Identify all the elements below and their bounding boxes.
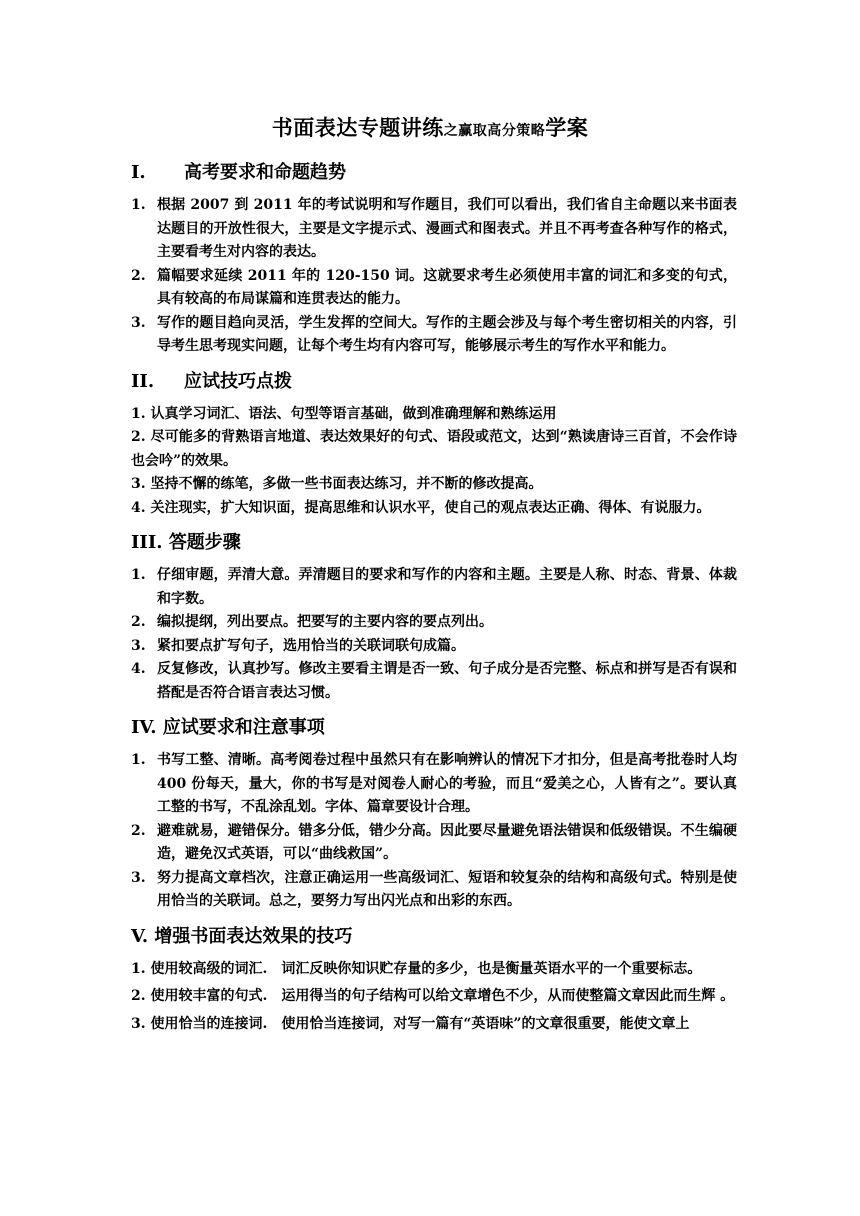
title-main: 书面表达专题讲练 xyxy=(271,115,444,140)
list-item: 3. 紧扣要点扩写句子，选用恰当的关联词联句成篇。 xyxy=(131,637,465,654)
section-4-list xyxy=(131,749,737,914)
section-heading-1: I. 高考要求和命题趋势 xyxy=(131,162,346,183)
list-item: 2. 避难就易，避错保分。错多分低，错少分高。因此要尽量避免语法错误和低级错误。不生编硬造，避免汉式英语，可以“曲线救国”。 xyxy=(131,822,737,862)
list-item: 3. 坚持不懈的练笔，多做一些书面表达练习，并不断的修改提高。 xyxy=(131,476,543,492)
section-1-list xyxy=(131,194,737,359)
title-tail: 学案 xyxy=(545,115,589,140)
section-3-list xyxy=(131,564,737,705)
list-item: 1. 使用较高级的词汇. 词汇反映你知识贮存量的多少，也是衡量英语水平的一个重要标志。 xyxy=(131,960,702,977)
document-body xyxy=(131,160,737,1046)
section-heading-4: IV. 应试要求和注意事项 xyxy=(131,717,325,738)
title-sub: 之赢取高分策略 xyxy=(443,123,546,139)
list-item: 3. 写作的题目趋向灵活，学生发挥的空间大。写作的主题会涉及与每个考生密切相关的内容，引导考生思考现实问题，让每个考生均有内容可写，能够展示考生的写作水平和能力。 xyxy=(131,314,737,354)
list-item: 2. 尽可能多的背熟语言地道、表达效果好的句式、语段或范文，达到“熟读唐诗三百首，不会作诗也会吟”的效果。 xyxy=(131,429,737,469)
section-heading-2: II. 应试技巧点拨 xyxy=(131,370,292,392)
list-item: 3. 使用恰当的连接词. 使用恰当连接词，对写一篇有“英语味”的文章很重要，能使文章上 xyxy=(131,1015,690,1032)
section-5-list xyxy=(131,958,737,1037)
list-item: 2. 篇幅要求延续 2011 年的 120-150 词。这就要求考生必须使用丰富的词汇和多变的句式，具有较高的布局谋篇和连贯表达的能力。 xyxy=(131,267,737,307)
section-heading-5: V. 增强书面表达效果的技巧 xyxy=(131,925,353,947)
list-item: 1. 书写工整、清晰。高考阅卷过程中虽然只有在影响辨认的情况下才扣分，但是高考批卷时人均 400 份每天，量大，你的书写是对阅卷人耐心的考验，而且“爱美之心，人皆有之”。要认真工整的书写，不乱涂乱划。字体、篇章要设计合理。 xyxy=(131,752,737,815)
list-item: 2. 编拟提纲，列出要点。把要写的主要内容的要点列出。 xyxy=(131,614,493,630)
list-item: 1. 根据 2007 到 2011 年的考试说明和写作题目，我们可以看出，我们省自主命题以来书面表达题目的开放性很大，主要是文字提示式、漫画式和图表式。并且不再考查各种写作的格式，主要看考生对内容的表达。 xyxy=(131,197,737,260)
section-2-list xyxy=(131,403,737,521)
document-title xyxy=(0,113,860,146)
list-item: 1. 认真学习词汇、语法、句型等语言基础，做到准确理解和熟练运用 xyxy=(131,405,557,422)
list-item: 3. 努力提高文章档次，注意正确运用一些高级词汇、短语和较复杂的结构和高级句式。特别是使用恰当的关联词。总之，要努力写出闪光点和出彩的东西。 xyxy=(131,869,737,909)
list-item: 4. 反复修改，认真抄写。修改主要看主谓是否一致、句子成分是否完整、标点和拼写是否有误和搭配是否符合语言表达习惯。 xyxy=(131,661,737,701)
section-heading-3: III. 答题步骤 xyxy=(131,532,241,553)
list-item: 4. 关注现实，扩大知识面，提高思维和认识水平，使自己的观点表达正确、得体、有说服力。 xyxy=(131,499,711,516)
list-item: 2. 使用较丰富的句式. 运用得当的句子结构可以给文章增色不少，从而使整篇文章因此而生辉 。 xyxy=(131,988,735,1004)
list-item: 1. 仔细审题，弄清大意。弄清题目的要求和写作的内容和主题。主要是人称、时态、背景、体裁和字数。 xyxy=(131,567,737,607)
